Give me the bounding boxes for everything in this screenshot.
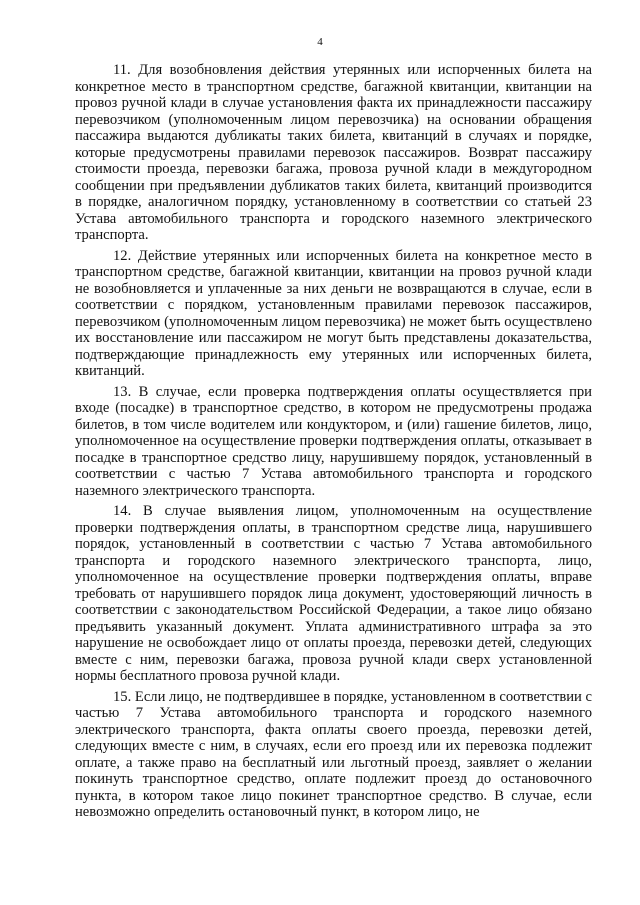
paragraph-12: 12. Действие утерянных или испорченных билета на конкретное место в транспортном средстве, багажной квитанции, квитанции на провоз ручной клади не возобновляется и уплаченные за них деньги не возвращаются в случае, если в соответствии с порядком, установленным правилами перевозок пассажиров, перевозчиком (уполномоченным лицом перевозчика) не может быть осуществлено их восстановление или пассажиром не могут быть представлены доказательства, подтверждающие принадлежность ему утерянных или испорченных билета, квитанций. <box>75 247 592 379</box>
page-number: 4 <box>317 36 323 48</box>
paragraph-13: 13. В случае, если проверка подтверждения оплаты осуществляется при входе (посадке) в транспортное средство, в котором не предусмотрены продажа билетов, в том числе водителем или кондуктором, и (или) гашение билетов, лицо, уполномоченное на осуществление проверки подтверждения оплаты, отказывает в посадке в транспортное средство лицу, нарушившему порядок, установленный в соответствии с частью 7 Устава автомобильного транспорта и городского наземного электрического транспорта. <box>75 383 592 499</box>
paragraph-14: 14. В случае выявления лицом, уполномоченным на осуществление проверки подтверждения оплаты, в транспортном средстве лица, нарушившего порядок, установленный в соответствии с частью 7 Устава автомобильного транспорта и городского наземного электрического транспорта, лицо, уполномоченное на осуществление проверки подтверждения оплаты, вправе требовать от нарушившего порядок лица документ, удостоверяющий личность в соответствии с законодательством Российской Федерации, а такое лицо обязано предъявить указанный документ. Уплата административного штрафа за это нарушение не освобождает лицо от оплаты проезда, перевозки детей, следующих вместе с ним, перевозки багажа, провоза ручной клади сверх установленной нормы бесплатного провоза ручной клади. <box>75 503 592 684</box>
document-body <box>75 62 592 825</box>
paragraph-11: 11. Для возобновления действия утерянных или испорченных билета на конкретное место в транспортном средстве, багажной квитанции, квитанции на провоз ручной клади в случае установления факта их принадлежности пассажиру перевозчиком (уполномоченным лицом перевозчика) на основании обращения пассажира выдаются дубликаты таких билета, квитанций в случаях и порядке, которые предусмотрены правилами перевозок пассажиров. Возврат пассажиру стоимости проезда, перевозки багажа, провоза ручной клади в междугородном сообщении при предъявлении дубликатов таких билета, квитанций производится в порядке, аналогичном порядку, установленному в соответствии со статьей 23 Устава автомобильного транспорта и городского наземного электрического транспорта. <box>75 62 592 243</box>
paragraph-15: 15. Если лицо, не подтвердившее в порядке, установленном в соответствии с частью 7 Устава автомобильного транспорта и городского наземного электрического транспорта, факта оплаты своего проезда, перевозки детей, следующих вместе с ним, в случаях, если его проезд или их перевозка подлежит оплате, а также право на бесплатный или льготный проезд, заявляет о желании покинуть транспортное средство, оплате подлежит проезд до остановочного пункта, в котором такое лицо покинет транспортное средство. В случае, если невозможно определить остановочный пункт, в котором лицо, не <box>75 688 592 820</box>
